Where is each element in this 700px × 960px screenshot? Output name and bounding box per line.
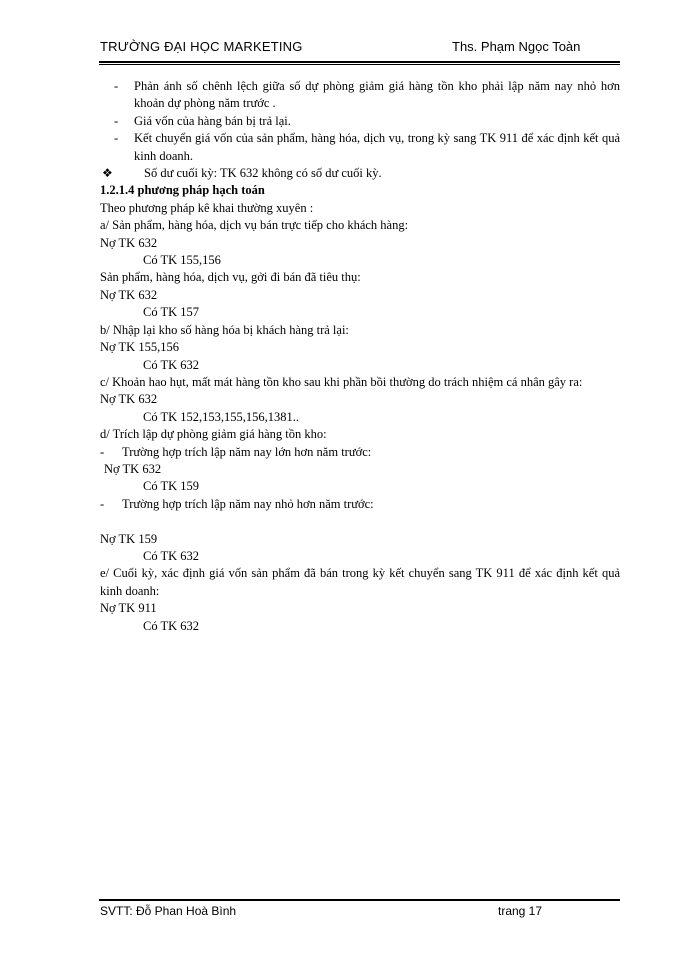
- credit-line: Có TK 155,156: [143, 253, 221, 268]
- credit-line: Có TK 152,153,155,156,1381..: [143, 409, 300, 424]
- credit-line: Có TK 632: [143, 548, 200, 563]
- credit-line: Có TK 157: [143, 305, 200, 320]
- case-text: Trường hợp trích lập năm nay nhỏ hơn năm trước:: [122, 496, 374, 511]
- header-instructor: Ths. Phạm Ngọc Toàn: [452, 39, 581, 54]
- bullet-item: [100, 78, 620, 113]
- dash-marker: -: [100, 444, 105, 459]
- entry-a-title: a/ Sản phẩm, hàng hóa, dịch vụ bán trực tiếp cho khách hàng:: [100, 218, 409, 233]
- debit-line: Nợ TK 632: [100, 235, 158, 250]
- case-item: [100, 444, 620, 461]
- page-content: [100, 78, 620, 635]
- page-number: trang 17: [498, 904, 543, 918]
- header-rule-thick: [99, 61, 620, 63]
- diamond-bullet-icon: ❖: [102, 166, 113, 181]
- bullet-item: [100, 130, 620, 165]
- header-rule-thin: [99, 64, 620, 65]
- debit-line: Nợ TK 632: [100, 392, 158, 407]
- dash-marker: -: [114, 131, 119, 146]
- paragraph: Theo phương pháp kê khai thường xuyên :: [100, 200, 314, 215]
- entry-c-title: c/ Khoản hao hụt, mất mát hàng tồn kho sau khi phần bồi thường do trách nhiệm cá nhân gây ra:: [100, 374, 583, 389]
- case-item: [100, 496, 620, 513]
- credit-line: Có TK 159: [143, 479, 200, 494]
- diamond-item: [100, 165, 620, 182]
- credit-line: Có TK 632: [143, 618, 200, 633]
- entry-d-title: d/ Trích lập dự phòng giảm giá hàng tồn kho:: [100, 427, 327, 442]
- page-header: [100, 39, 620, 59]
- bullet-item: [100, 113, 620, 130]
- bullet-text: Giá vốn của hàng bán bị trả lại.: [134, 113, 291, 128]
- bullet-text: Kết chuyển giá vốn của sản phẩm, hàng hóa, dịch vụ, trong kỳ sang TK 911 để xác định kết quả kinh doanh.: [134, 131, 620, 163]
- footer-student: SVTT: Đỗ Phan Hoà Bình: [100, 904, 237, 918]
- debit-line: Nợ TK 632: [104, 461, 162, 476]
- footer-rule: [99, 899, 620, 901]
- bullet-text: Phản ánh số chênh lệch giữa số dự phòng giảm giá hàng tồn kho phải lập năm nay nhỏ hơn khoản dự phòng năm trước .: [134, 79, 620, 111]
- dash-marker: -: [114, 113, 119, 128]
- debit-line: Nợ TK 911: [100, 601, 157, 616]
- debit-line: Nợ TK 155,156: [100, 340, 179, 355]
- closing-balance-text: Số dư cuối kỳ: TK 632 không có số dư cuối kỳ.: [144, 166, 382, 181]
- header-school-name: TRƯỜNG ĐẠI HỌC MARKETING: [100, 39, 303, 54]
- debit-line: Nợ TK 632: [100, 287, 158, 302]
- page-footer: [100, 904, 620, 922]
- dash-marker: -: [100, 496, 105, 511]
- credit-line: Có TK 632: [143, 357, 200, 372]
- dash-marker: -: [114, 79, 119, 93]
- entry-a2-title: Sản phẩm, hàng hóa, dịch vụ, gởi đi bán đã tiêu thụ:: [100, 270, 361, 285]
- section-heading: 1.2.1.4 phương pháp hạch toán: [100, 183, 265, 198]
- debit-line: Nợ TK 159: [100, 531, 158, 546]
- entry-b-title: b/ Nhập lại kho số hàng hóa bị khách hàng trả lại:: [100, 322, 349, 337]
- blank-line: [100, 513, 620, 530]
- case-text: Trường hợp trích lập năm nay lớn hơn năm trước:: [122, 444, 372, 459]
- entry-e-title: e/ Cuối kỳ, xác định giá vốn sản phẩm đã bán trong kỳ kết chuyển sang TK 911 để xác định kết quả kinh doanh:: [100, 566, 620, 598]
